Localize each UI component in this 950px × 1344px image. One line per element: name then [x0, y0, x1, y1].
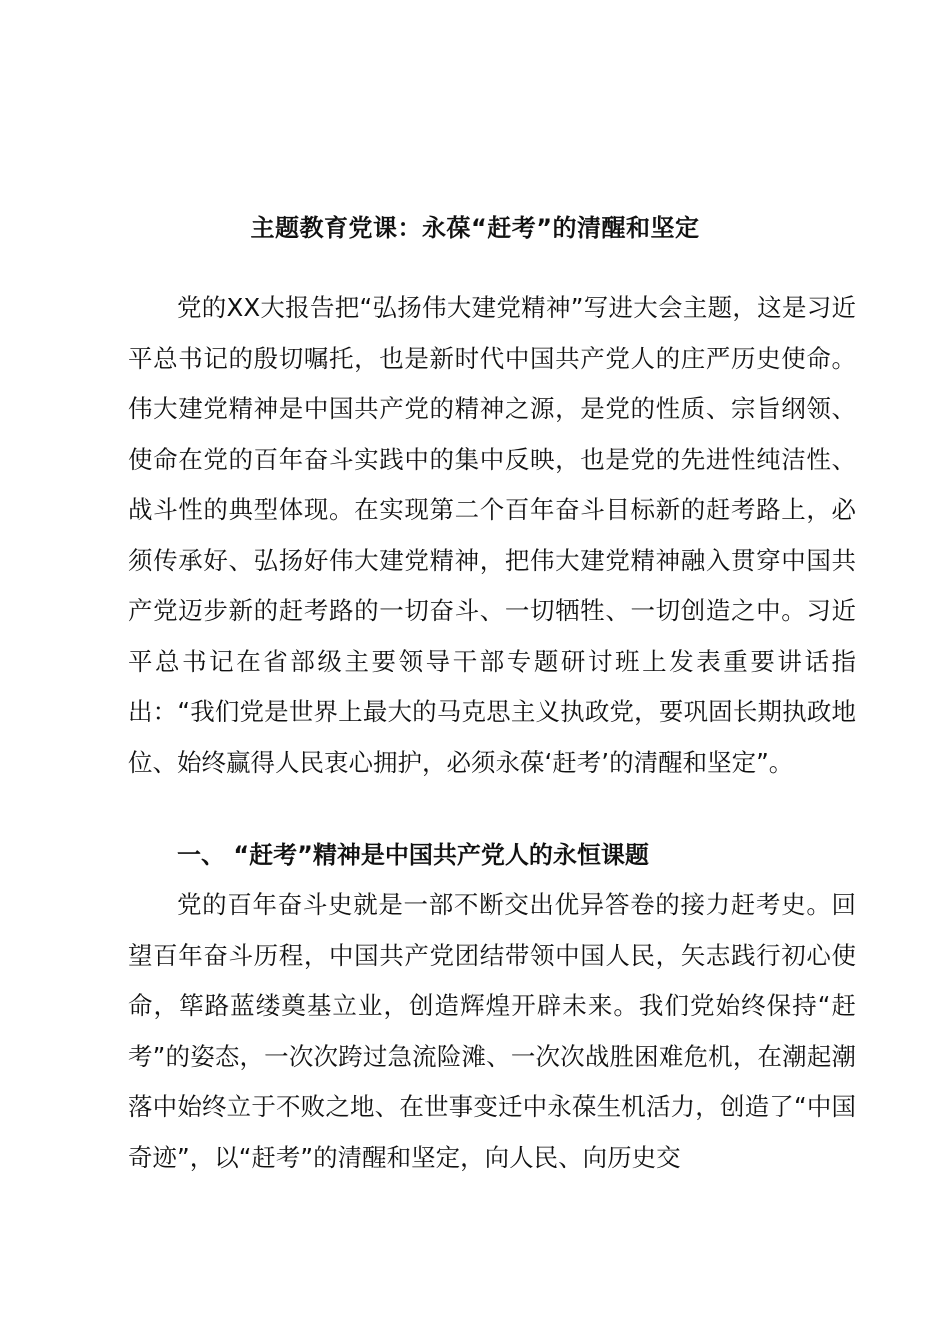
paragraph-1: 党的XX大报告把“弘扬伟大建党精神”写进大会主题，这是习近平总书记的殷切嘱托，也是新时代中国共产党人的庄严历史使命。伟大建党精神是中国共产党的精神之源，是党的性质、宗旨纲领、使命在党的百年奋斗实践中的集中反映，也是党的先进性纯洁性、战斗性的典型体现。在实现第二个百年奋斗目标新的赶考路上，必须传承好、弘扬好伟大建党精神，把伟大建党精神融入贯穿中国共产党迈步新的赶考路的一切奋斗、一切牺牲、一切创造之中。习近平总书记在省部级主要领导干部专题研讨班上发表重要讲话指出：“我们党是世界上最大的马克思主义执政党，要巩固长期执政地位、始终赢得人民衷心拥护，必须永葆‘赶考’的清醒和坚定”。 [128, 293, 856, 777]
paragraph-2: 党的百年奋斗史就是一部不断交出优异答卷的接力赶考史。回望百年奋斗历程，中国共产党团结带领中国人民，矢志践行初心使命，筚路蓝缕奠基立业，创造辉煌开辟未来。我们党始终保持“赶考”的姿态，一次次跨过急流险滩、一次次战胜困难危机，在潮起潮落中始终立于不败之地、在世事变迁中永葆生机活力，创造了“中国奇迹”，以“赶考”的清醒和坚定，向人民、向历史交 [128, 890, 856, 1172]
section-heading: 一、 “赶考”精神是中国共产党人的永恒课题 [177, 841, 649, 869]
paragraph-2-block [128, 880, 856, 1183]
paragraph-1-block [128, 283, 856, 788]
section-heading-block [128, 830, 856, 881]
document-title: 主题教育党课：永葆“赶考”的清醒和坚定 [250, 214, 700, 242]
